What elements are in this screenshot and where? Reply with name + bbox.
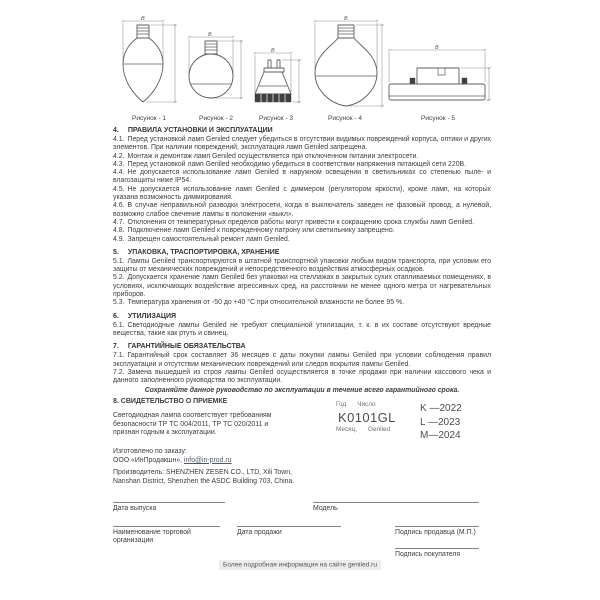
figure-candle-lamp xyxy=(113,16,185,122)
year-code-2024: M—2024 xyxy=(420,430,461,441)
figure-3-caption: Рисунок - 3 xyxy=(259,115,293,122)
year-code-2022: K —2022 xyxy=(420,403,462,414)
marking-code-block xyxy=(336,401,396,434)
clause-5-1: 5.1. Лампы Geniled транспортируются в штатной транспортной упаковки любым видом транспорта, при условии его защиты от механических повреждений и непосредственного воздействия атмосферных осадков. xyxy=(113,257,491,274)
brand-label: Geniled xyxy=(368,425,391,433)
section-6-heading: 6. УТИЛИЗАЦИЯ xyxy=(113,312,177,320)
marking-top-labels xyxy=(336,401,396,410)
clause-7-1: 7.1. Гарантийный срок составляет 36 месяцев с даты покупки лампы Geniled при условии соблюдения правил эксплуатации и отсутствии механических повреждений или следов вскрытия лампы Geniled. xyxy=(113,352,491,368)
day-label: Число xyxy=(357,401,376,408)
section-7-heading: 7. ГАРАНТИЙНЫЕ ОБЯЗАТЕЛЬСТВА xyxy=(113,343,246,351)
candle-lamp-drawing xyxy=(113,16,185,112)
clause-5-2: 5.2. Допускается хранение ламп Geniled без упаковки на стеллажах в закрытых сухих отапливаемых помещениях, в условиях, исключающих воздействие агрессивных сред, на расстоянии не менее одного метра от нагревательных приборов. xyxy=(113,274,491,299)
buyer-signature-field: Подпись покупателя xyxy=(395,548,479,559)
figure-a60-lamp xyxy=(305,16,385,122)
marking-bottom-labels xyxy=(336,426,396,435)
width-dim-label: B xyxy=(208,32,212,38)
ordered-by-block xyxy=(113,448,308,465)
manufacturer-info: Производитель: SHENZHEN ZESEN CO., LTD, Xili Town, Nanshan District, Shenzhen the ASDC Building 703, China. xyxy=(113,469,295,485)
clause-6-1: 6.1. Светодиодные лампы Geniled не требуют специальной утилизации, т. к. в их составе отсутствуют вредные вещества, такие как ртуть и свинец. xyxy=(113,321,491,337)
width-dim-label: B xyxy=(344,16,348,22)
more-info-text: Более подробная информация на сайте geniled.ru xyxy=(219,560,381,570)
figure-globe-lamp xyxy=(185,16,247,122)
year-label: Год xyxy=(336,401,347,408)
ordered-by-company: ООО «ИнПродакшн», info@in-prod.ru xyxy=(113,456,232,464)
width-dim-label: B xyxy=(271,48,275,54)
date-of-sale-field: Дата продажи xyxy=(237,526,341,537)
clause-4-8: 4.8. Подключение ламп Geniled к поврежденному патрону или светильнику запрещено. xyxy=(113,227,395,235)
figure-1-caption: Рисунок - 1 xyxy=(132,115,166,122)
trade-organization-field: Наименование торговой организации xyxy=(113,526,220,545)
clause-4-4: 4.4. Не допускается использование ламп Geniled в наружном освещении в светильниках со степенью пыле- и влагозащиты ниже IP54. xyxy=(113,169,491,185)
month-label: Месяц, xyxy=(336,425,358,433)
a60-lamp-drawing xyxy=(305,16,385,112)
section-4-heading: 4. ПРАВИЛА УСТАНОВКИ И ЭКСПЛУАТАЦИИ xyxy=(113,127,273,134)
marking-code: K0101GL xyxy=(338,409,396,425)
clause-4-2: 4.2. Монтаж и демонтаж ламп Geniled осуществляется при отключенном питании электросети. xyxy=(113,152,419,160)
clause-4-6: 4.6. В случае неправильной разводки электросети, когда в выключатель заведен не фазовый провод, а нулевой, возможно слабое свечение лампы в положении «выкл». xyxy=(113,202,491,218)
lamp-figures-row xyxy=(113,16,491,122)
email-link[interactable]: info@in-prod.ru xyxy=(183,456,232,464)
model-field: Модель xyxy=(313,502,479,513)
globe-lamp-drawing xyxy=(185,16,247,112)
figure-spot-lamp xyxy=(247,16,305,122)
section-installation-rules xyxy=(113,127,491,244)
clause-4-3: 4.3. Перед установкой ламп Geniled необходимо убедиться в соответствии напряжения питающей сети 220В. xyxy=(113,160,467,168)
clause-4-5: 4.5. Не допускается использование ламп Geniled с диммером (регулятором яркости), кроме ламп, на которых указана возможность диммирования. xyxy=(113,185,491,202)
date-of-issue-field: Дата выпуска xyxy=(113,502,225,513)
figure-4-caption: Рисунок - 4 xyxy=(328,115,362,122)
width-dim-label: B xyxy=(435,45,439,51)
figure-5-caption: Рисунок - 5 xyxy=(421,115,455,122)
year-code-legend xyxy=(420,402,462,443)
clause-4-7: 4.7. Отклонения от температурных пределов работы могут привести к сокращению срока службы ламп Geniled. xyxy=(113,218,475,226)
section-warranty xyxy=(113,343,491,394)
warranty-keep-note: Сохраняйте данное руководство по эксплуатации в течение всего гарантийного срока. xyxy=(144,387,460,395)
seller-signature-field: Подпись продавца (М.П.) xyxy=(395,526,479,537)
section-packaging-storage xyxy=(113,249,491,308)
clause-5-3: 5.3. Температура хранения от -50 до +40 °С при относительной влажности не более 95 %. xyxy=(113,299,404,307)
section-disposal xyxy=(113,313,491,339)
clause-4-9: 4.9. Запрещен самостоятельный ремонт ламп Geniled. xyxy=(113,235,290,243)
year-code-2023: L —2023 xyxy=(420,416,461,428)
figure-2-caption: Рисунок - 2 xyxy=(199,115,233,122)
footer-note xyxy=(0,561,600,570)
clause-7-2: 7.2. Замена вышедшей из строя лампы Geniled осуществляется в точке продажи при наличии кассового чека и данного заполненного руководства по эксплуатации. xyxy=(113,368,491,385)
section-8-heading: 8. СВИДЕТЕЛЬСТВО О ПРИЕМКЕ xyxy=(113,398,228,405)
gx53-lamp-drawing xyxy=(385,16,491,112)
spot-lamp-drawing xyxy=(247,16,305,112)
width-dim-label: B xyxy=(141,16,145,22)
clause-4-1: 4.1. Перед установкой ламп Geniled следует убедиться в отсутствии видимых повреждений корпуса, оптики и других элементов. При наличии повреждений, эксплуатация ламп Geniled запрещена. xyxy=(113,136,491,152)
acceptance-statement: Светодиодная лампа соответствует требованиям безопасности ТР ТС 004/2011, ТР ТС 020/2011 и признан годным к эксплуатации. xyxy=(113,412,272,437)
section-5-heading: 5. УПАКОВКА, ТРАСПОРТИРОВКА, ХРАНЕНИЕ xyxy=(113,248,280,256)
ordered-by-label: Изготовлено по заказу: xyxy=(113,448,187,455)
figure-gx53-lamp xyxy=(385,16,491,122)
